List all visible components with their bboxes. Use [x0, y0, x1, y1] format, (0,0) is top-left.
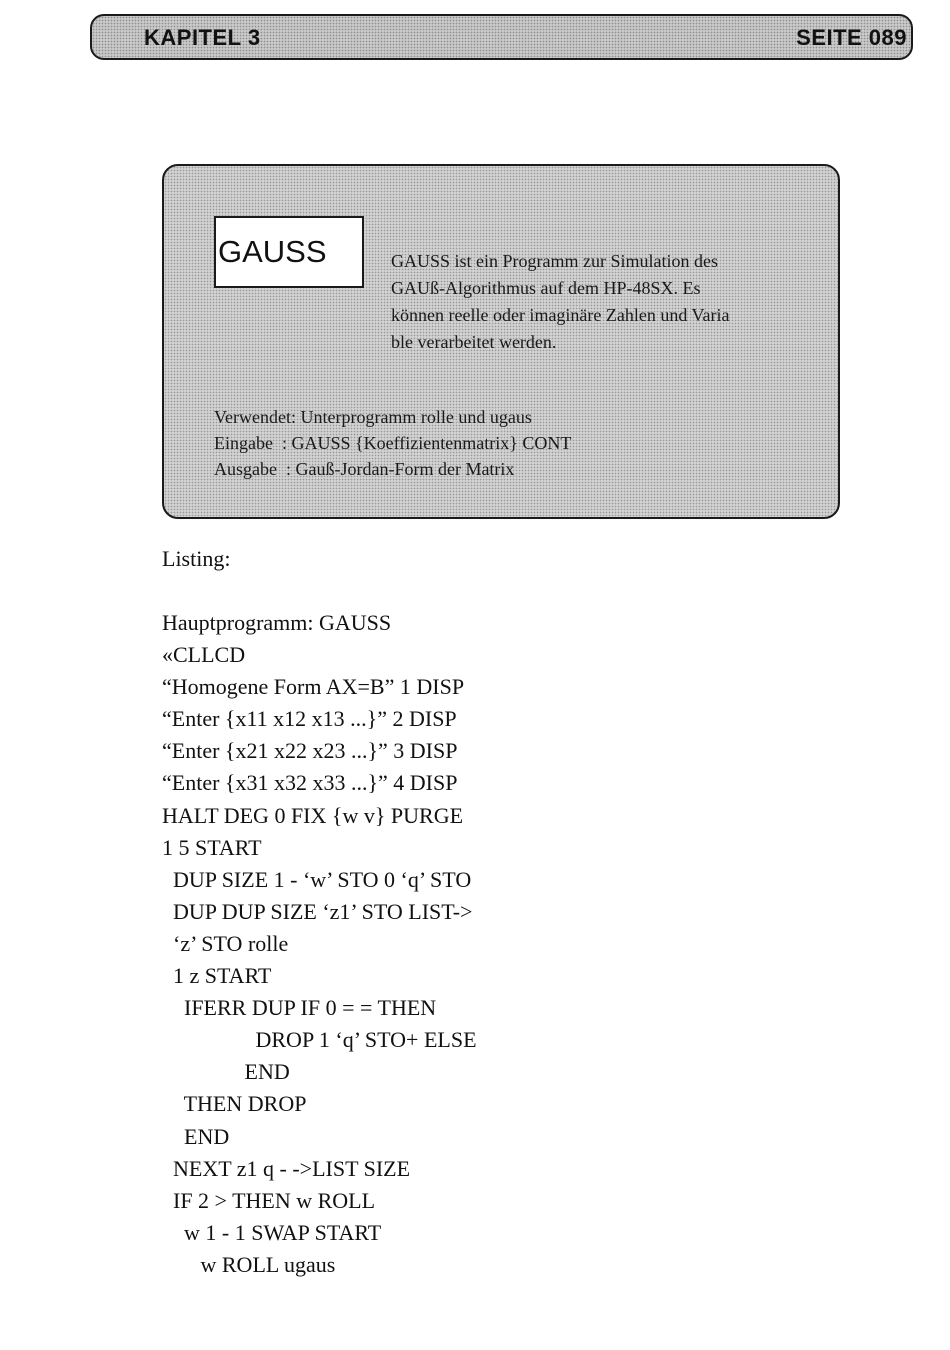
code-line: 1 z START [162, 963, 272, 989]
program-meta [214, 404, 571, 482]
code-line: HALT DEG 0 FIX {w v} PURGE [162, 802, 464, 828]
code-line: “Enter {x31 x32 x33 ...}” 4 DISP [162, 770, 458, 796]
program-info-box [162, 164, 840, 519]
code-line: Hauptprogramm: GAUSS [162, 610, 392, 635]
description-line: ble verarbeitet werden. [391, 332, 557, 352]
code-line: IFERR DUP IF 0 = = THEN [162, 995, 437, 1021]
code-line: w ROLL ugaus [162, 1251, 336, 1277]
code-line: «CLLCD [162, 642, 246, 668]
chapter-header [90, 14, 913, 60]
code-line: w 1 - 1 SWAP START [162, 1219, 382, 1245]
code-line: 1 5 START [162, 834, 262, 860]
code-line: NEXT z1 q - ->LIST SIZE [162, 1155, 411, 1181]
code-line: IF 2 > THEN w ROLL [162, 1187, 376, 1213]
page-number: SEITE 089 [796, 25, 907, 50]
description-line: können reelle oder imaginäre Zahlen und Varia [391, 305, 730, 325]
code-line: “Homogene Form AX=B” 1 DISP [162, 674, 465, 700]
code-line: THEN DROP [162, 1091, 307, 1117]
code-line: “Enter {x21 x22 x23 ...}” 3 DISP [162, 738, 458, 764]
chapter-label: KAPITEL 3 [144, 25, 261, 50]
code-listing [162, 607, 477, 1281]
program-description [391, 248, 811, 356]
code-line: END [162, 1059, 290, 1085]
code-line: DROP 1 ‘q’ STO+ ELSE [162, 1027, 477, 1053]
code-line: DUP DUP SIZE ‘z1’ STO LIST-> [162, 898, 473, 924]
program-name-box [214, 216, 364, 288]
description-line: GAUß-Algorithmus auf dem HP-48SX. Es [391, 278, 701, 298]
used-subprograms: Verwendet: Unterprogramm rolle und ugaus [214, 407, 532, 427]
code-line: END [162, 1123, 230, 1149]
program-name: GAUSS [218, 234, 327, 269]
program-output: Ausgabe : Gauß-Jordan-Form der Matrix [214, 459, 515, 479]
code-line: “Enter {x11 x12 x13 ...}” 2 DISP [162, 706, 457, 732]
code-line: DUP SIZE 1 - ‘w’ STO 0 ‘q’ STO [162, 866, 472, 892]
description-line: GAUSS ist ein Programm zur Simulation des [391, 251, 718, 271]
listing-heading: Listing: [162, 546, 231, 571]
program-input: Eingabe : GAUSS {Koeffizientenmatrix} CONT [214, 433, 572, 453]
code-line: ‘z’ STO rolle [162, 930, 289, 956]
